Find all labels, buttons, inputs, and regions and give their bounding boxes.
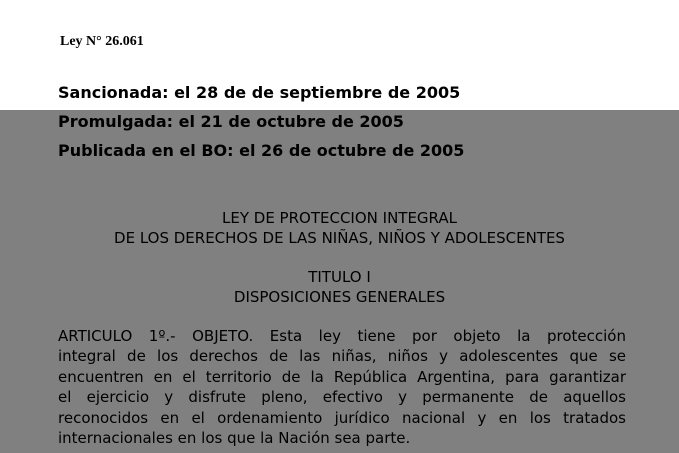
article-line: reconocidos en el ordenamiento jurídico nacional y en los tratados xyxy=(58,408,626,427)
sanction-date: Sancionada: el 28 de de septiembre de 2005 xyxy=(58,83,461,102)
law-title-line-1: LEY DE PROTECCION INTEGRAL xyxy=(222,209,457,227)
article-line: ARTICULO 1º.- OBJETO. Esta ley tiene por objeto la protección xyxy=(58,327,626,345)
law-number: Ley N° 26.061 xyxy=(60,34,144,49)
article-1-paragraph xyxy=(58,326,626,448)
article-line: integral de los derechos de las niñas, niños y adolescentes que se xyxy=(58,347,626,366)
article-line: encuentren en el territorio de la República Argentina, para garantizar xyxy=(58,367,626,386)
law-title-line-2: DE LOS DERECHOS DE LAS NIÑAS, NIÑOS Y ADOLESCENTES xyxy=(114,229,565,247)
section-title: TITULO I xyxy=(308,268,371,286)
section-subtitle: DISPOSICIONES GENERALES xyxy=(233,288,446,306)
article-line: el ejercicio y disfrute pleno, efectivo y permanente de aquellos xyxy=(58,388,626,407)
promulgation-date: Promulgada: el 21 de octubre de 2005 xyxy=(58,112,404,131)
publication-date: Publicada en el BO: el 26 de octubre de 2005 xyxy=(58,141,465,160)
article-line: internacionales en los que la Nación sea parte. xyxy=(58,429,411,448)
